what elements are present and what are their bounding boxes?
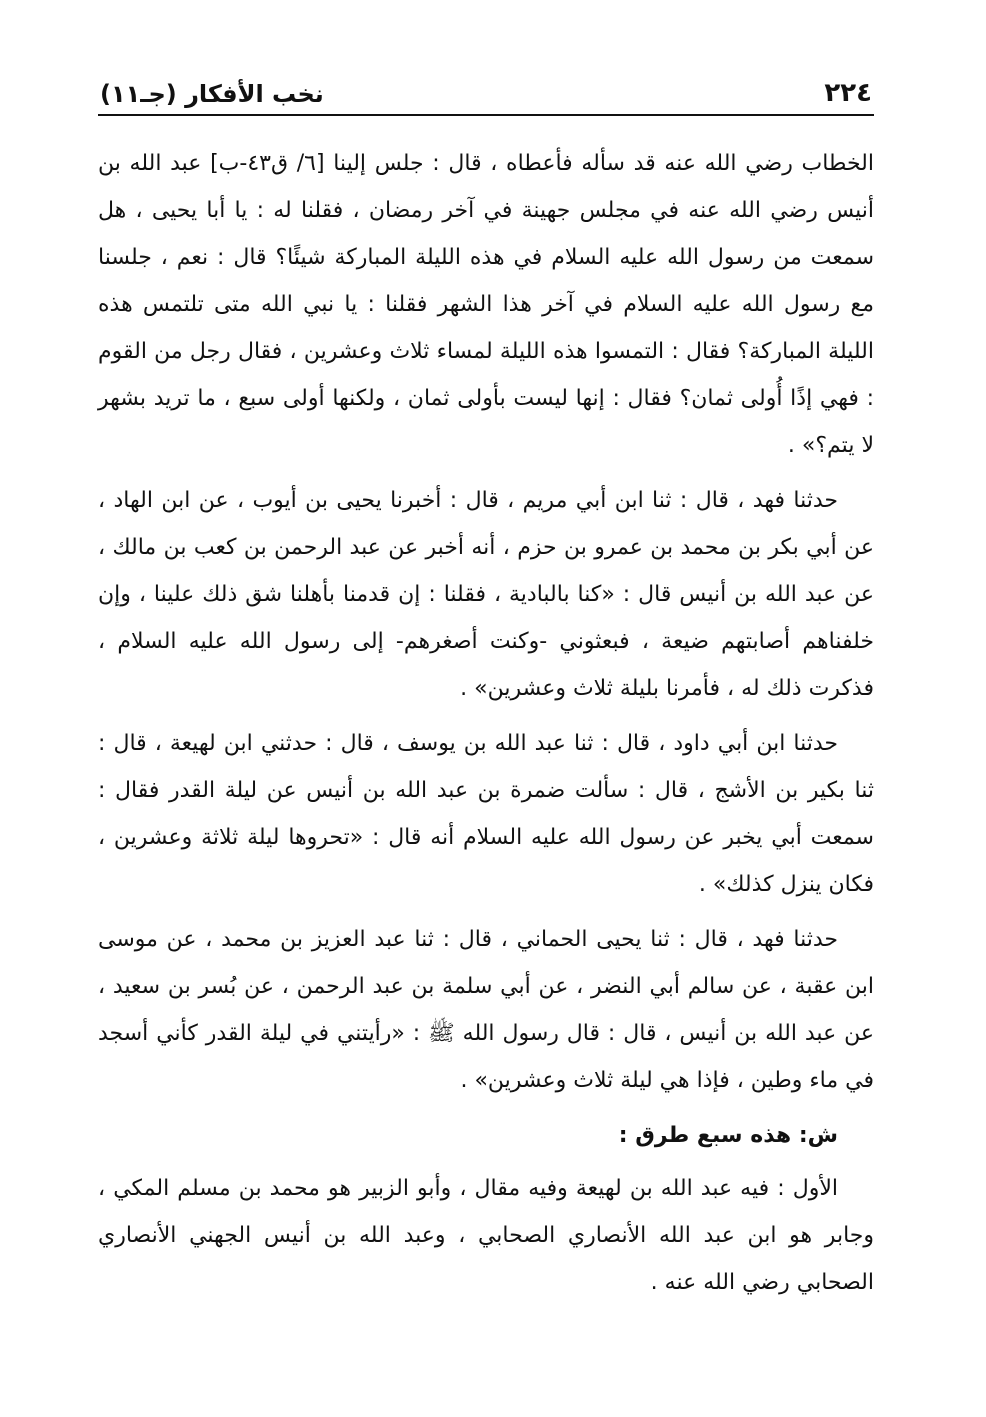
paragraph-hadith-himmani: حدثنا فهد ، قال : ثنا يحيى الحماني ، قال : ثنا عبد العزيز بن محمد ، عن موسى ابن عقبة ، عن سالم أبي النضر ، عن أبي سلمة بن عبد الرحمن ، عن بُسر بن سعيد ، عن عبد الله بن أنيس ، قال : قال رسول الله ﷺ : «رأيتني في ليلة القدر كأني أسجد في ماء وطين ، فإذا هي ليلة ثلاث وعشرين» .: [98, 927, 874, 1093]
book-title: نخب الأفكار (جـ١١): [100, 80, 324, 108]
section-heading: ش: هذه سبع طرق :: [618, 1123, 838, 1148]
book-page: [98, 68, 874, 1368]
page-header: [98, 68, 874, 116]
paragraph-commentary: الأول : فيه عبد الله بن لهيعة وفيه مقال ، وأبو الزبير هو محمد بن مسلم المكي ، وجابر هو ابن عبد الله الأنصاري الصحابي ، وعبد الله بن أنيس الجهني الأنصاري الصحابي رضي الله عنه .: [98, 1176, 874, 1295]
paragraph-hadith-abi-dawud: حدثنا ابن أبي داود ، قال : ثنا عبد الله بن يوسف ، قال : حدثني ابن لهيعة ، قال : ثنا بكير بن الأشج ، قال : سألت ضمرة بن عبد الله بن أنيس عن ليلة القدر فقال : سمعت أبي يخبر عن رسول الله عليه السلام أنه قال : «تحروها ليلة ثلاثة وعشرين ، فكان ينزل كذلك» .: [98, 731, 874, 897]
paragraph-continuation: الخطاب رضي الله عنه قد سأله فأعطاه ، قال : جلس إلينا [٦/ ق٤٣-ب] عبد الله بن أنيس رضي الله عنه في مجلس جهينة في آخر رمضان ، فقلنا له : يا أبا يحيى ، هل سمعت من رسول الله عليه السلام في هذه الليلة المباركة شيئًا؟ قال : نعم ، جلسنا مع رسول الله عليه السلام في آخر هذا الشهر فقلنا : يا نبي الله متى تلتمس هذه الليلة المباركة؟ فقال : التمسوا هذه الليلة لمساء ثلاث وعشرين ، فقال رجل من القوم : فهي إذًا أُولى ثمان؟ فقال : إنها ليست بأولى ثمان ، ولكنها أولى سبع ، ما تريد بشهر لا يتم؟» .: [98, 151, 874, 458]
page-number: ٢٢٤: [824, 78, 872, 108]
paragraph-hadith-fahd: حدثنا فهد ، قال : ثنا ابن أبي مريم ، قال : أخبرنا يحيى بن أيوب ، عن ابن الهاد ، عن أبي بكر بن محمد بن عمرو بن حزم ، أنه أخبر عن عبد الرحمن بن كعب بن مالك ، عن عبد الله بن أنيس قال : «كنا بالبادية ، فقلنا : إن قدمنا بأهلنا شق ذلك علينا ، وإن خلفناهم أصابتهم ضيعة ، فبعثوني -وكنت أصغرهم- إلى رسول الله عليه السلام ، فذكرت ذلك له ، فأمرنا بليلة ثلاث وعشرين» .: [98, 488, 874, 701]
page-body: [98, 140, 874, 1306]
